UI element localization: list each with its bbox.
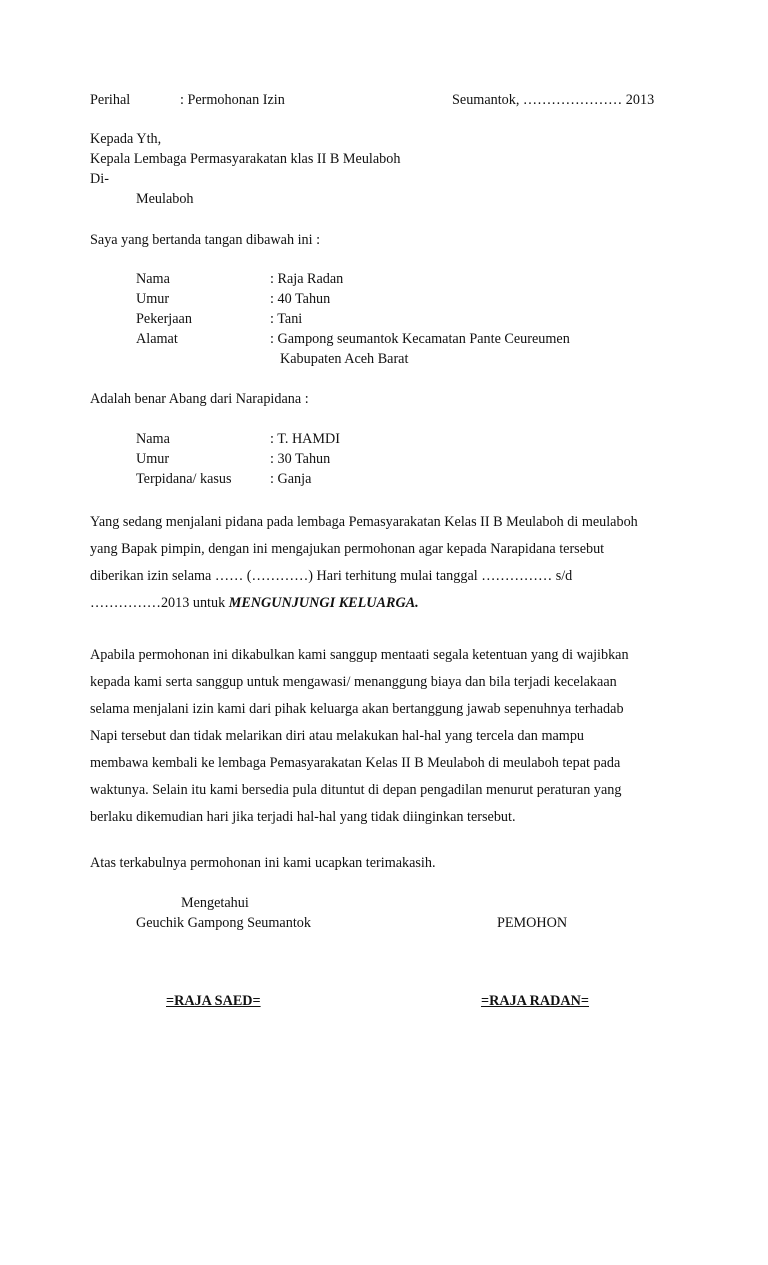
inmate-case-label: Terpidana/ kasus — [136, 471, 232, 487]
applicant-address-value-line2: Kabupaten Aceh Barat — [280, 351, 409, 367]
paragraph1-emphasis: MENGUNJUNGI KELUARGA. — [228, 595, 419, 611]
applicant-address-value: : Gampong seumantok Kecamatan Pante Ceureumen — [270, 331, 570, 347]
recipient-di: Di- — [90, 171, 109, 187]
paragraph2-line: kepada kami serta sanggup untuk mengawasi/ menanggung biaya dan bila terjadi kecelakaan — [90, 674, 617, 690]
applicant-job-value: : Tani — [270, 311, 303, 327]
inmate-name-value: : T. HAMDI — [270, 431, 341, 447]
intro-text: Saya yang bertanda tangan dibawah ini : — [90, 232, 321, 248]
paragraph2-line: Apabila permohonan ini dikabulkan kami sanggup mentaati segala ketentuan yang di wajibkan — [90, 647, 629, 663]
inmate-name-label: Nama — [136, 431, 170, 447]
inmate-age-label: Umur — [136, 451, 170, 467]
paragraph2-line: waktunya. Selain itu kami bersedia pula dituntut di depan pengadilan menurut peraturan yang — [90, 782, 622, 798]
left-signature-name — [166, 992, 261, 1010]
applicant-age-label: Umur — [136, 291, 170, 307]
paragraph2-line: membawa kembali ke lembaga Pemasyarakatan Kelas II B Meulaboh di meulaboh tepat pada — [90, 755, 621, 771]
right-signature-name — [481, 992, 589, 1010]
paragraph2-line: Napi tersebut dan tidak melarikan diri atau melakukan hal-hal yang tercela dan mampu — [90, 728, 585, 744]
place-date: Seumantok, ………………… 2013 — [452, 92, 655, 108]
right-signature-name-text: =RAJA RADAN= — [481, 993, 589, 1009]
inmate-age-value: : 30 Tahun — [270, 451, 331, 467]
applicant-age-value: : 40 Tahun — [270, 291, 331, 307]
left-signature-title: Geuchik Gampong Seumantok — [136, 915, 311, 931]
right-signature-title: PEMOHON — [497, 915, 568, 931]
perihal-label: Perihal — [90, 92, 131, 108]
recipient-greeting: Kepada Yth, — [90, 131, 162, 147]
recipient-office: Kepala Lembaga Permasyarakatan klas II B Meulaboh — [90, 151, 401, 167]
paragraph2-line: berlaku dikemudian hari jika terjadi hal-hal yang tidak diinginkan tersebut. — [90, 809, 516, 825]
paragraph1-line — [90, 594, 676, 612]
applicant-name-value: : Raja Radan — [270, 271, 344, 287]
applicant-job-label: Pekerjaan — [136, 311, 192, 327]
paragraph1-line: Yang sedang menjalani pidana pada lembaga Pemasyarakatan Kelas II B Meulaboh di meulaboh — [90, 514, 638, 530]
left-signature-name-text: =RAJA SAED= — [166, 993, 261, 1009]
applicant-name-label: Nama — [136, 271, 170, 287]
paragraph1-line: diberikan izin selama …… (…………) Hari terhitung mulai tanggal …………… s/d — [90, 568, 573, 584]
paragraph1-line4-prefix: ……………2013 untuk — [90, 595, 229, 611]
relation-text: Adalah benar Abang dari Narapidana : — [90, 391, 309, 407]
left-signature-caption: Mengetahui — [181, 895, 249, 911]
applicant-address-label: Alamat — [136, 331, 178, 347]
closing-text: Atas terkabulnya permohonan ini kami ucapkan terimakasih. — [90, 855, 436, 871]
paragraph2-line: selama menjalani izin kami dari pihak keluarga akan bertanggung jawab sepenuhnya terhadab — [90, 701, 624, 717]
perihal-value: : Permohonan Izin — [180, 92, 285, 108]
recipient-city: Meulaboh — [136, 191, 194, 207]
paragraph1-line: yang Bapak pimpin, dengan ini mengajukan permohonan agar kepada Narapidana tersebut — [90, 541, 605, 557]
inmate-case-value: : Ganja — [270, 471, 312, 487]
